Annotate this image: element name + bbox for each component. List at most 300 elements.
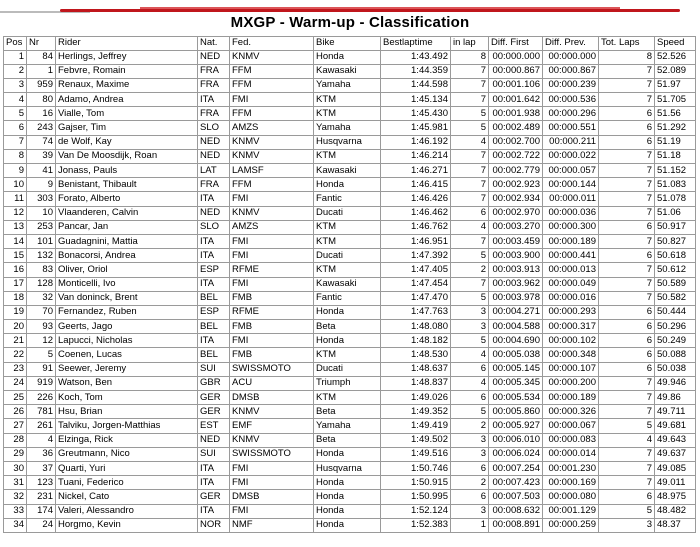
cell-pos: 18 bbox=[4, 291, 27, 305]
cell-tot-laps: 7 bbox=[599, 476, 655, 490]
cell-bestlaptime: 1:46.214 bbox=[381, 149, 451, 163]
cell-nat: ITA bbox=[198, 192, 230, 206]
cell-rider: Coenen, Lucas bbox=[56, 348, 198, 362]
cell-fed: FMB bbox=[230, 348, 314, 362]
cell-in-lap: 7 bbox=[451, 277, 489, 291]
cell-nat: ITA bbox=[198, 277, 230, 291]
cell-bestlaptime: 1:48.080 bbox=[381, 320, 451, 334]
cell-nr: 226 bbox=[27, 391, 56, 405]
cell-bestlaptime: 1:46.192 bbox=[381, 135, 451, 149]
cell-diff-prev: 00:000.049 bbox=[543, 277, 599, 291]
cell-diff-first: 00:001.106 bbox=[489, 78, 543, 92]
cell-in-lap: 3 bbox=[451, 320, 489, 334]
cell-diff-prev: 00:000.067 bbox=[543, 419, 599, 433]
cell-nr: 303 bbox=[27, 192, 56, 206]
cell-diff-first: 00:005.534 bbox=[489, 391, 543, 405]
cell-pos: 31 bbox=[4, 476, 27, 490]
column-header-nat: Nat. bbox=[198, 37, 230, 51]
column-header-diff-prev: Diff. Prev. bbox=[543, 37, 599, 51]
cell-bike: Honda bbox=[314, 50, 381, 64]
cell-rider: Bonacorsi, Andrea bbox=[56, 249, 198, 263]
cell-diff-first: 00:003.270 bbox=[489, 220, 543, 234]
cell-nat: ITA bbox=[198, 334, 230, 348]
cell-speed: 49.011 bbox=[655, 476, 696, 490]
cell-bike: Kawasaki bbox=[314, 164, 381, 178]
table-row bbox=[4, 107, 696, 121]
cell-tot-laps: 7 bbox=[599, 291, 655, 305]
cell-rider: Talviku, Jorgen-Matthias bbox=[56, 419, 198, 433]
cell-tot-laps: 7 bbox=[599, 461, 655, 475]
cell-speed: 48.975 bbox=[655, 490, 696, 504]
cell-pos: 29 bbox=[4, 447, 27, 461]
cell-speed: 51.06 bbox=[655, 206, 696, 220]
cell-diff-first: 00:000.000 bbox=[489, 50, 543, 64]
cell-speed: 48.482 bbox=[655, 504, 696, 518]
cell-in-lap: 7 bbox=[451, 64, 489, 78]
cell-bestlaptime: 1:47.470 bbox=[381, 291, 451, 305]
cell-nr: 91 bbox=[27, 362, 56, 376]
cell-pos: 33 bbox=[4, 504, 27, 518]
cell-diff-first: 00:007.254 bbox=[489, 461, 543, 475]
cell-in-lap: 7 bbox=[451, 234, 489, 248]
cell-diff-prev: 00:000.189 bbox=[543, 234, 599, 248]
cell-bike: Triumph bbox=[314, 376, 381, 390]
cell-fed: DMSB bbox=[230, 391, 314, 405]
cell-diff-prev: 00:000.011 bbox=[543, 192, 599, 206]
cell-in-lap: 5 bbox=[451, 249, 489, 263]
cell-pos: 23 bbox=[4, 362, 27, 376]
cell-nat: SUI bbox=[198, 362, 230, 376]
cell-nat: GER bbox=[198, 391, 230, 405]
cell-in-lap: 3 bbox=[451, 447, 489, 461]
table-row bbox=[4, 135, 696, 149]
cell-diff-first: 00:002.722 bbox=[489, 149, 543, 163]
cell-rider: Tuani, Federico bbox=[56, 476, 198, 490]
cell-nat: FRA bbox=[198, 64, 230, 78]
cell-speed: 49.643 bbox=[655, 433, 696, 447]
table-row bbox=[4, 518, 696, 532]
cell-nr: 101 bbox=[27, 234, 56, 248]
cell-bestlaptime: 1:46.951 bbox=[381, 234, 451, 248]
cell-rider: Elzinga, Rick bbox=[56, 433, 198, 447]
cell-nr: 12 bbox=[27, 334, 56, 348]
cell-fed: KNMV bbox=[230, 135, 314, 149]
cell-fed: FMI bbox=[230, 234, 314, 248]
cell-nr: 231 bbox=[27, 490, 56, 504]
classification-table bbox=[3, 36, 696, 533]
table-row bbox=[4, 64, 696, 78]
column-header-bestlaptime: Bestlaptime bbox=[381, 37, 451, 51]
cell-nat: NOR bbox=[198, 518, 230, 532]
cell-bike: KTM bbox=[314, 149, 381, 163]
cell-diff-prev: 00:000.326 bbox=[543, 405, 599, 419]
cell-rider: Guadagnini, Mattia bbox=[56, 234, 198, 248]
cell-tot-laps: 7 bbox=[599, 376, 655, 390]
cell-speed: 50.618 bbox=[655, 249, 696, 263]
cell-speed: 50.589 bbox=[655, 277, 696, 291]
cell-tot-laps: 7 bbox=[599, 405, 655, 419]
cell-in-lap: 4 bbox=[451, 135, 489, 149]
cell-speed: 52.089 bbox=[655, 64, 696, 78]
cell-tot-laps: 7 bbox=[599, 64, 655, 78]
cell-diff-first: 00:007.503 bbox=[489, 490, 543, 504]
table-row bbox=[4, 476, 696, 490]
cell-speed: 51.292 bbox=[655, 121, 696, 135]
cell-diff-prev: 00:000.536 bbox=[543, 93, 599, 107]
cell-nat: NED bbox=[198, 149, 230, 163]
cell-in-lap: 3 bbox=[451, 433, 489, 447]
cell-speed: 50.296 bbox=[655, 320, 696, 334]
table-row bbox=[4, 50, 696, 64]
cell-bike: Honda bbox=[314, 334, 381, 348]
cell-nat: BEL bbox=[198, 348, 230, 362]
cell-pos: 1 bbox=[4, 50, 27, 64]
table-row bbox=[4, 419, 696, 433]
cell-diff-first: 00:002.489 bbox=[489, 121, 543, 135]
cell-tot-laps: 7 bbox=[599, 277, 655, 291]
cell-bike: KTM bbox=[314, 234, 381, 248]
cell-fed: NMF bbox=[230, 518, 314, 532]
cell-nat: ESP bbox=[198, 263, 230, 277]
table-row bbox=[4, 220, 696, 234]
cell-nr: 36 bbox=[27, 447, 56, 461]
column-header-nr: Nr bbox=[27, 37, 56, 51]
cell-diff-first: 00:005.345 bbox=[489, 376, 543, 390]
cell-bestlaptime: 1:49.026 bbox=[381, 391, 451, 405]
cell-fed: DMSB bbox=[230, 490, 314, 504]
table-row bbox=[4, 376, 696, 390]
cell-nat: SLO bbox=[198, 121, 230, 135]
cell-pos: 17 bbox=[4, 277, 27, 291]
table-row bbox=[4, 504, 696, 518]
cell-pos: 15 bbox=[4, 249, 27, 263]
cell-in-lap: 6 bbox=[451, 461, 489, 475]
cell-nr: 174 bbox=[27, 504, 56, 518]
cell-rider: Adamo, Andrea bbox=[56, 93, 198, 107]
cell-diff-first: 00:004.271 bbox=[489, 305, 543, 319]
cell-diff-prev: 00:000.169 bbox=[543, 476, 599, 490]
cell-nat: ITA bbox=[198, 476, 230, 490]
cell-diff-prev: 00:000.083 bbox=[543, 433, 599, 447]
cell-diff-first: 00:005.927 bbox=[489, 419, 543, 433]
cell-in-lap: 1 bbox=[451, 518, 489, 532]
cell-tot-laps: 6 bbox=[599, 490, 655, 504]
cell-rider: Renaux, Maxime bbox=[56, 78, 198, 92]
cell-fed: FMI bbox=[230, 476, 314, 490]
cell-fed: KNMV bbox=[230, 405, 314, 419]
cell-diff-prev: 00:000.293 bbox=[543, 305, 599, 319]
cell-pos: 10 bbox=[4, 178, 27, 192]
cell-nr: 83 bbox=[27, 263, 56, 277]
cell-diff-prev: 00:001.129 bbox=[543, 504, 599, 518]
cell-diff-first: 00:003.978 bbox=[489, 291, 543, 305]
cell-rider: Van doninck, Brent bbox=[56, 291, 198, 305]
cell-tot-laps: 6 bbox=[599, 249, 655, 263]
cell-diff-first: 00:004.690 bbox=[489, 334, 543, 348]
cell-tot-laps: 7 bbox=[599, 206, 655, 220]
cell-diff-first: 00:002.779 bbox=[489, 164, 543, 178]
cell-nr: 4 bbox=[27, 433, 56, 447]
cell-pos: 9 bbox=[4, 164, 27, 178]
cell-bestlaptime: 1:46.271 bbox=[381, 164, 451, 178]
table-row bbox=[4, 149, 696, 163]
cell-nat: NED bbox=[198, 50, 230, 64]
cell-in-lap: 6 bbox=[451, 362, 489, 376]
table-row bbox=[4, 362, 696, 376]
column-header-diff-first: Diff. First bbox=[489, 37, 543, 51]
cell-pos: 28 bbox=[4, 433, 27, 447]
cell-bestlaptime: 1:44.359 bbox=[381, 64, 451, 78]
cell-speed: 49.946 bbox=[655, 376, 696, 390]
cell-rider: Pancar, Jan bbox=[56, 220, 198, 234]
cell-diff-first: 00:000.867 bbox=[489, 64, 543, 78]
cell-speed: 51.56 bbox=[655, 107, 696, 121]
cell-diff-prev: 00:000.200 bbox=[543, 376, 599, 390]
cell-in-lap: 5 bbox=[451, 405, 489, 419]
cell-tot-laps: 5 bbox=[599, 419, 655, 433]
cell-bestlaptime: 1:50.915 bbox=[381, 476, 451, 490]
cell-tot-laps: 7 bbox=[599, 447, 655, 461]
header-brush-stroke bbox=[0, 6, 700, 14]
cell-rider: Hsu, Brian bbox=[56, 405, 198, 419]
cell-in-lap: 6 bbox=[451, 391, 489, 405]
cell-tot-laps: 7 bbox=[599, 391, 655, 405]
cell-tot-laps: 7 bbox=[599, 192, 655, 206]
cell-bestlaptime: 1:52.124 bbox=[381, 504, 451, 518]
cell-diff-prev: 00:001.230 bbox=[543, 461, 599, 475]
cell-pos: 6 bbox=[4, 121, 27, 135]
cell-diff-prev: 00:000.317 bbox=[543, 320, 599, 334]
cell-bestlaptime: 1:45.430 bbox=[381, 107, 451, 121]
cell-bike: Ducati bbox=[314, 362, 381, 376]
cell-speed: 50.612 bbox=[655, 263, 696, 277]
cell-rider: Herlings, Jeffrey bbox=[56, 50, 198, 64]
cell-nr: 243 bbox=[27, 121, 56, 135]
cell-fed: KNMV bbox=[230, 433, 314, 447]
table-row bbox=[4, 490, 696, 504]
cell-nr: 24 bbox=[27, 518, 56, 532]
cell-pos: 22 bbox=[4, 348, 27, 362]
cell-bestlaptime: 1:43.492 bbox=[381, 50, 451, 64]
cell-nat: ITA bbox=[198, 461, 230, 475]
cell-tot-laps: 5 bbox=[599, 504, 655, 518]
cell-nat: FRA bbox=[198, 78, 230, 92]
table-row bbox=[4, 391, 696, 405]
cell-in-lap: 7 bbox=[451, 178, 489, 192]
cell-bike: Beta bbox=[314, 320, 381, 334]
cell-speed: 50.038 bbox=[655, 362, 696, 376]
cell-nr: 37 bbox=[27, 461, 56, 475]
cell-fed: EMF bbox=[230, 419, 314, 433]
cell-fed: AMZS bbox=[230, 121, 314, 135]
cell-in-lap: 2 bbox=[451, 263, 489, 277]
cell-speed: 51.083 bbox=[655, 178, 696, 192]
cell-pos: 27 bbox=[4, 419, 27, 433]
cell-fed: FFM bbox=[230, 178, 314, 192]
cell-tot-laps: 6 bbox=[599, 348, 655, 362]
cell-diff-prev: 00:000.348 bbox=[543, 348, 599, 362]
cell-rider: Benistant, Thibault bbox=[56, 178, 198, 192]
cell-diff-first: 00:002.700 bbox=[489, 135, 543, 149]
cell-bike: Fantic bbox=[314, 291, 381, 305]
cell-nr: 5 bbox=[27, 348, 56, 362]
cell-in-lap: 5 bbox=[451, 107, 489, 121]
cell-tot-laps: 7 bbox=[599, 93, 655, 107]
cell-tot-laps: 6 bbox=[599, 305, 655, 319]
cell-rider: Koch, Tom bbox=[56, 391, 198, 405]
cell-speed: 48.37 bbox=[655, 518, 696, 532]
cell-bike: Kawasaki bbox=[314, 64, 381, 78]
cell-nr: 959 bbox=[27, 78, 56, 92]
cell-diff-prev: 00:000.296 bbox=[543, 107, 599, 121]
cell-bike: Honda bbox=[314, 305, 381, 319]
cell-nat: NED bbox=[198, 206, 230, 220]
cell-fed: FMI bbox=[230, 334, 314, 348]
cell-diff-first: 00:003.900 bbox=[489, 249, 543, 263]
table-row bbox=[4, 93, 696, 107]
cell-nat: ITA bbox=[198, 234, 230, 248]
cell-speed: 51.152 bbox=[655, 164, 696, 178]
cell-bike: Honda bbox=[314, 447, 381, 461]
cell-pos: 26 bbox=[4, 405, 27, 419]
cell-bike: KTM bbox=[314, 263, 381, 277]
cell-speed: 50.827 bbox=[655, 234, 696, 248]
cell-pos: 4 bbox=[4, 93, 27, 107]
cell-bestlaptime: 1:50.746 bbox=[381, 461, 451, 475]
cell-bestlaptime: 1:49.352 bbox=[381, 405, 451, 419]
cell-bike: Ducati bbox=[314, 206, 381, 220]
cell-tot-laps: 7 bbox=[599, 234, 655, 248]
cell-fed: LAMSF bbox=[230, 164, 314, 178]
cell-bestlaptime: 1:46.762 bbox=[381, 220, 451, 234]
cell-rider: Seewer, Jeremy bbox=[56, 362, 198, 376]
cell-fed: AMZS bbox=[230, 220, 314, 234]
cell-pos: 5 bbox=[4, 107, 27, 121]
table-row bbox=[4, 234, 696, 248]
cell-fed: FMI bbox=[230, 93, 314, 107]
table-row bbox=[4, 405, 696, 419]
cell-fed: FMI bbox=[230, 192, 314, 206]
cell-bestlaptime: 1:50.995 bbox=[381, 490, 451, 504]
table-row bbox=[4, 447, 696, 461]
cell-pos: 25 bbox=[4, 391, 27, 405]
cell-rider: Van De Moosdijk, Roan bbox=[56, 149, 198, 163]
cell-rider: Vlaanderen, Calvin bbox=[56, 206, 198, 220]
cell-nat: SUI bbox=[198, 447, 230, 461]
cell-diff-prev: 00:000.551 bbox=[543, 121, 599, 135]
cell-diff-first: 00:002.934 bbox=[489, 192, 543, 206]
cell-in-lap: 5 bbox=[451, 291, 489, 305]
cell-pos: 34 bbox=[4, 518, 27, 532]
cell-diff-first: 00:006.024 bbox=[489, 447, 543, 461]
cell-diff-prev: 00:000.022 bbox=[543, 149, 599, 163]
cell-tot-laps: 6 bbox=[599, 135, 655, 149]
cell-bestlaptime: 1:48.637 bbox=[381, 362, 451, 376]
cell-speed: 51.19 bbox=[655, 135, 696, 149]
cell-rider: Horgmo, Kevin bbox=[56, 518, 198, 532]
cell-diff-first: 00:004.588 bbox=[489, 320, 543, 334]
cell-nat: LAT bbox=[198, 164, 230, 178]
column-header-in-lap: in lap bbox=[451, 37, 489, 51]
cell-bike: KTM bbox=[314, 220, 381, 234]
cell-tot-laps: 4 bbox=[599, 433, 655, 447]
table-row bbox=[4, 461, 696, 475]
cell-bike: Honda bbox=[314, 490, 381, 504]
cell-in-lap: 3 bbox=[451, 504, 489, 518]
cell-diff-prev: 00:000.189 bbox=[543, 391, 599, 405]
cell-tot-laps: 3 bbox=[599, 518, 655, 532]
cell-tot-laps: 6 bbox=[599, 362, 655, 376]
cell-pos: 16 bbox=[4, 263, 27, 277]
cell-fed: FMB bbox=[230, 291, 314, 305]
cell-speed: 49.711 bbox=[655, 405, 696, 419]
cell-diff-first: 00:001.642 bbox=[489, 93, 543, 107]
cell-speed: 49.637 bbox=[655, 447, 696, 461]
table-row bbox=[4, 206, 696, 220]
cell-fed: RFME bbox=[230, 305, 314, 319]
cell-diff-prev: 00:000.441 bbox=[543, 249, 599, 263]
column-header-fed: Fed. bbox=[230, 37, 314, 51]
cell-bike: Kawasaki bbox=[314, 277, 381, 291]
cell-tot-laps: 6 bbox=[599, 121, 655, 135]
cell-rider: Nickel, Cato bbox=[56, 490, 198, 504]
cell-diff-prev: 00:000.107 bbox=[543, 362, 599, 376]
cell-bike: Husqvarna bbox=[314, 135, 381, 149]
cell-speed: 49.86 bbox=[655, 391, 696, 405]
cell-bestlaptime: 1:49.502 bbox=[381, 433, 451, 447]
cell-bestlaptime: 1:48.182 bbox=[381, 334, 451, 348]
cell-rider: Greutmann, Nico bbox=[56, 447, 198, 461]
cell-tot-laps: 8 bbox=[599, 50, 655, 64]
cell-nr: 132 bbox=[27, 249, 56, 263]
cell-diff-prev: 00:000.000 bbox=[543, 50, 599, 64]
table-header-row bbox=[4, 37, 696, 51]
cell-fed: FFM bbox=[230, 107, 314, 121]
cell-diff-prev: 00:000.036 bbox=[543, 206, 599, 220]
cell-bestlaptime: 1:46.462 bbox=[381, 206, 451, 220]
page-title: MXGP - Warm-up - Classification bbox=[230, 14, 470, 31]
cell-fed: SWISSMOTO bbox=[230, 447, 314, 461]
cell-nat: GBR bbox=[198, 376, 230, 390]
cell-nat: BEL bbox=[198, 320, 230, 334]
cell-nat: ITA bbox=[198, 93, 230, 107]
cell-bestlaptime: 1:45.981 bbox=[381, 121, 451, 135]
cell-in-lap: 2 bbox=[451, 476, 489, 490]
cell-diff-first: 00:005.145 bbox=[489, 362, 543, 376]
cell-diff-prev: 00:000.013 bbox=[543, 263, 599, 277]
cell-tot-laps: 6 bbox=[599, 220, 655, 234]
cell-tot-laps: 7 bbox=[599, 78, 655, 92]
cell-in-lap: 5 bbox=[451, 334, 489, 348]
cell-in-lap: 6 bbox=[451, 206, 489, 220]
cell-bestlaptime: 1:47.763 bbox=[381, 305, 451, 319]
cell-nr: 74 bbox=[27, 135, 56, 149]
cell-bike: Ducati bbox=[314, 249, 381, 263]
cell-speed: 49.681 bbox=[655, 419, 696, 433]
cell-in-lap: 4 bbox=[451, 376, 489, 390]
cell-diff-first: 00:005.038 bbox=[489, 348, 543, 362]
cell-bike: Yamaha bbox=[314, 419, 381, 433]
cell-bestlaptime: 1:47.454 bbox=[381, 277, 451, 291]
cell-rider: Monticelli, Ivo bbox=[56, 277, 198, 291]
cell-diff-first: 00:002.970 bbox=[489, 206, 543, 220]
cell-rider: Gajser, Tim bbox=[56, 121, 198, 135]
cell-diff-prev: 00:000.144 bbox=[543, 178, 599, 192]
cell-nr: 919 bbox=[27, 376, 56, 390]
cell-nat: BEL bbox=[198, 291, 230, 305]
cell-nat: NED bbox=[198, 433, 230, 447]
cell-pos: 19 bbox=[4, 305, 27, 319]
